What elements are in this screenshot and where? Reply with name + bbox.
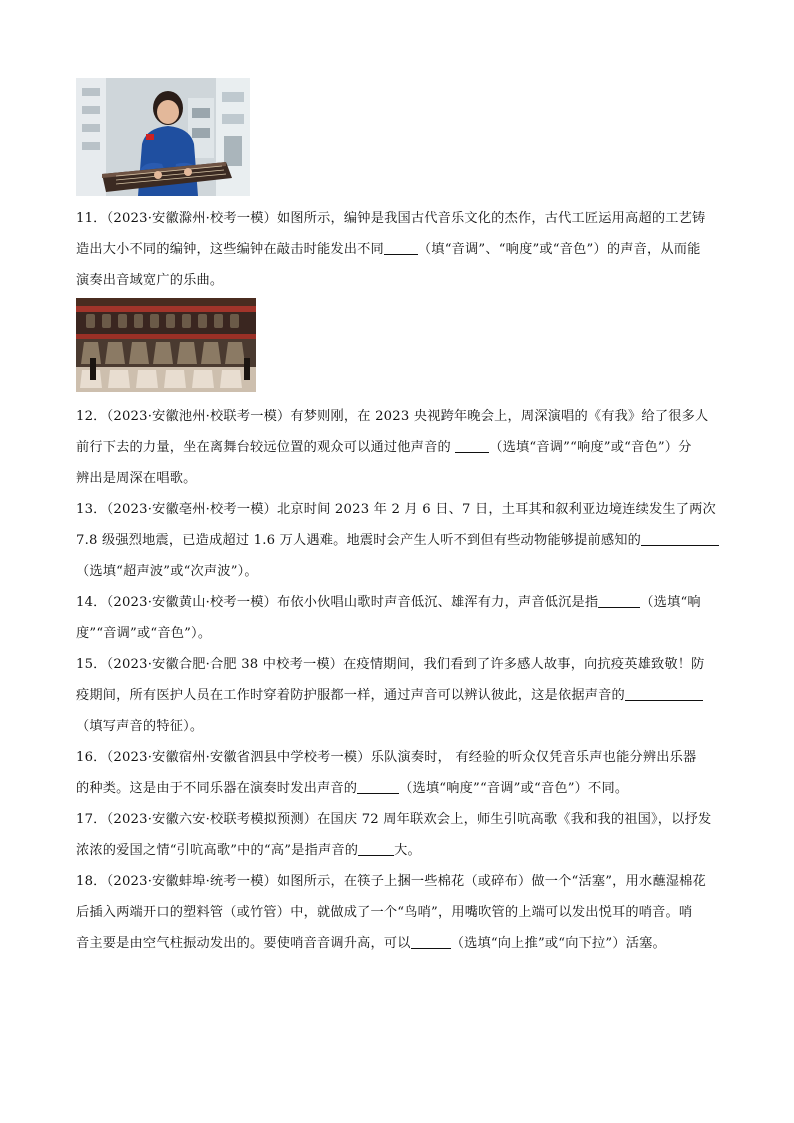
question-13-line-2: 7.8 级强烈地震，已造成超过 1.6 万人遇难。地震时会产生人听不到但有些动物能够提前感知的 xyxy=(76,533,642,548)
question-14-line-1-tail: （选填“响 xyxy=(640,595,701,610)
answer-blank[interactable] xyxy=(625,686,703,701)
question-16 xyxy=(76,742,718,804)
astronaut-illustration xyxy=(76,78,250,196)
answer-blank[interactable] xyxy=(641,531,719,546)
question-16-line-1: 16．（2023·安徽宿州·安徽省泗县中学校考一模）乐队演奏时， 有经验的听众仅凭音乐声也能分辨出乐器 xyxy=(76,750,697,765)
question-15 xyxy=(76,649,718,742)
question-18-line-2: 后插入两端开口的塑料管（或竹管）中，就做成了一个“鸟哨”，用嘴吹管的上端可以发出悦耳的哨音。哨 xyxy=(76,905,693,920)
question-17-line-2-tail: 大。 xyxy=(394,843,421,858)
question-15-line-3: （填写声音的特征）。 xyxy=(76,719,204,734)
answer-blank[interactable] xyxy=(384,240,418,255)
answer-blank[interactable] xyxy=(358,841,394,856)
question-11-line-2: 造出大小不同的编钟，这些编钟在敲击时能发出不同 xyxy=(76,242,384,257)
question-11-line-2-tail: （填“音调”、“响度”或“音色”）的声音，从而能 xyxy=(417,242,701,257)
answer-blank[interactable] xyxy=(411,934,451,949)
question-14-line-1: 14．（2023·安徽黄山·校考一模）布依小伙唱山歌时声音低沉、雄浑有力，声音低沉是指 xyxy=(76,595,599,610)
answer-blank[interactable] xyxy=(357,779,399,794)
question-14-line-2: 度”“音调”或“音色”）。 xyxy=(76,626,212,641)
question-11-line-1: 11．（2023·安徽滁州·校考一模）如图所示，编钟是我国古代音乐文化的杰作，古代工匠运用高超的工艺铸 xyxy=(76,211,706,226)
question-15-line-2: 疫期间，所有医护人员在工作时穿着防护服都一样，通过声音可以辨认彼此，这是依据声音的 xyxy=(76,688,625,703)
question-12-line-3: 辨出是周深在唱歌。 xyxy=(76,471,197,486)
question-15-line-1: 15．（2023·安徽合肥·合肥 38 中校考一模）在疫情期间，我们看到了许多感人故事，向抗疫英雄致敬！防 xyxy=(76,657,705,672)
question-18-line-3: 音主要是由空气柱振动发出的。要使哨音音调升高，可以 xyxy=(76,936,411,951)
question-11-line-3: 演奏出音域宽广的乐曲。 xyxy=(76,273,224,288)
question-18-line-3-tail: （选填“向上推”或“向下拉”）活塞。 xyxy=(450,936,666,951)
question-17-line-1: 17．（2023·安徽六安·校联考模拟预测）在国庆 72 周年联欢会上，师生引吭高歌《我和我的祖国》，以抒发 xyxy=(76,812,712,827)
question-18 xyxy=(76,866,718,959)
question-17 xyxy=(76,804,718,866)
question-12-line-2: 前行下去的力量，坐在离舞台较远位置的观众可以通过他声音的 xyxy=(76,440,456,455)
answer-blank[interactable] xyxy=(455,438,489,453)
answer-blank[interactable] xyxy=(598,593,640,608)
astronaut-photo xyxy=(76,78,250,196)
question-13-line-1: 13．（2023·安徽亳州·校考一模）北京时间 2023 年 2 月 6 日、7 日，土耳其和叙利亚边境连续发生了两次 xyxy=(76,502,716,517)
question-17-line-2: 浓浓的爱国之情“引吭高歌”中的“高”是指声音的 xyxy=(76,843,359,858)
question-13 xyxy=(76,494,718,587)
question-11 xyxy=(76,203,718,296)
question-18-line-1: 18．（2023·安徽蚌埠·统考一模）如图所示，在筷子上捆一些棉花（或碎布）做一个“活塞”，用水蘸湿棉花 xyxy=(76,874,706,889)
question-12-line-1: 12．（2023·安徽池州·校联考一模）有梦则刚，在 2023 央视跨年晚会上，周深演唱的《有我》给了很多人 xyxy=(76,409,709,424)
question-13-line-3: （选填“超声波”或“次声波”）。 xyxy=(76,564,258,579)
chime-bells-photo xyxy=(76,298,256,392)
question-16-line-2-tail: （选填“响度”“音调”或“音色”）不同。 xyxy=(399,781,629,796)
question-14 xyxy=(76,587,718,649)
question-12 xyxy=(76,401,718,494)
question-16-line-2: 的种类。这是由于不同乐器在演奏时发出声音的 xyxy=(76,781,358,796)
chime-bells-illustration xyxy=(76,298,256,392)
question-12-line-2-tail: （选填“音调”“响度”或“音色”）分 xyxy=(489,440,692,455)
